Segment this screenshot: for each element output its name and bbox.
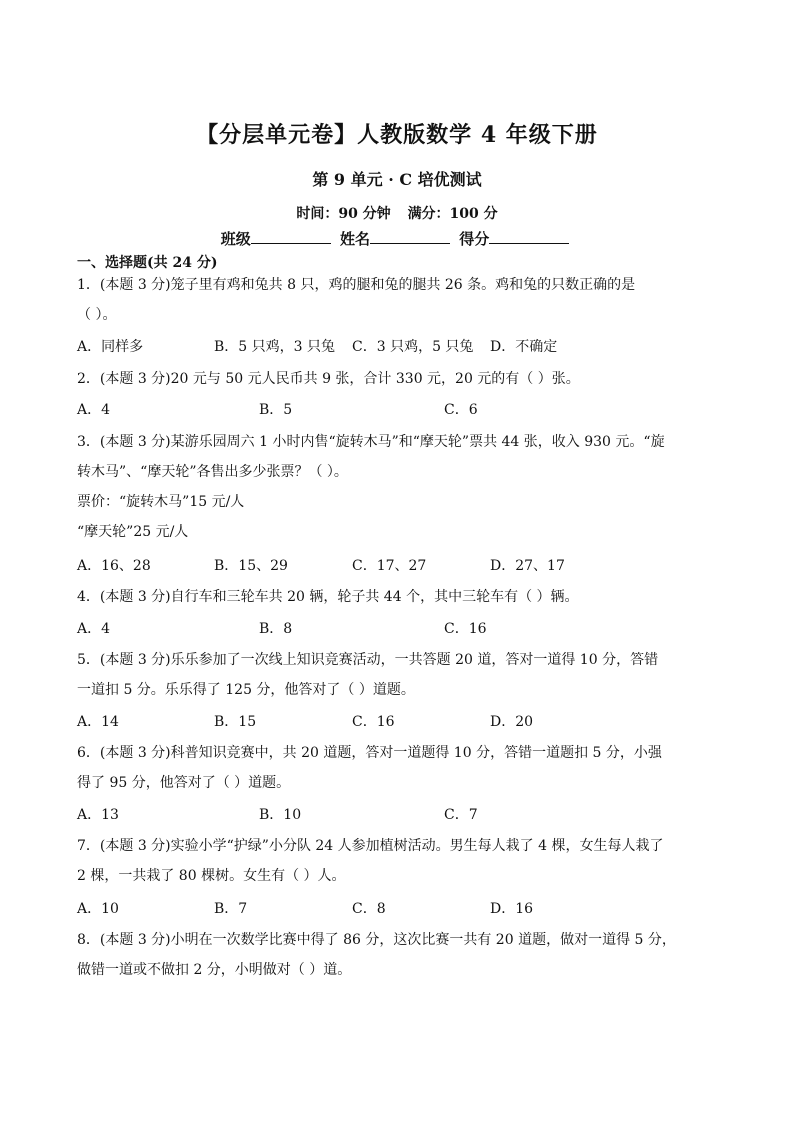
question-7: [77, 831, 722, 891]
score-label: 得分: [459, 230, 490, 248]
question-2: [77, 364, 722, 394]
option-a[interactable]: A．14: [77, 714, 119, 730]
question-line: 得了 95 分，他答对了（ ）道题。: [77, 775, 291, 791]
option-c[interactable]: C．16: [352, 714, 395, 730]
class-blank[interactable]: [251, 229, 331, 244]
option-c[interactable]: C．7: [444, 807, 478, 823]
question-line: 5．(本题 3 分)乐乐参加了一次线上知识竞赛活动，一共答题 20 道，答对一道得 10 分，答错: [77, 652, 659, 668]
student-info-line: [0, 228, 794, 249]
question-5: [77, 645, 722, 705]
class-label: 班级: [220, 230, 251, 248]
option-b[interactable]: B．7: [214, 901, 248, 917]
option-a[interactable]: A．16、28: [77, 558, 151, 574]
option-d[interactable]: D．20: [490, 714, 534, 730]
options-7: [77, 894, 722, 924]
question-line: （ ）。: [77, 307, 117, 323]
option-c[interactable]: C．16: [444, 621, 487, 637]
question-line: 4．(本题 3 分)自行车和三轮车共 20 辆，轮子共 44 个，其中三轮车有（ ）辆。: [77, 589, 579, 605]
options-1: [77, 332, 722, 362]
name-label: 姓名: [339, 230, 370, 248]
question-6: [77, 738, 722, 798]
options-5: [77, 707, 722, 737]
options-3: [77, 551, 722, 581]
time-limit: 时间：90 分钟: [296, 206, 391, 222]
options-6: [77, 800, 722, 830]
options-4: [77, 614, 722, 644]
question-4: [77, 582, 722, 612]
option-c[interactable]: C．8: [352, 901, 386, 917]
question-line: 8．(本题 3 分)小明在一次数学比赛中得了 86 分，这次比赛一共有 20 道题，做对一道得 5 分，: [77, 932, 676, 948]
option-a[interactable]: A．4: [77, 402, 111, 418]
question-line: “摩天轮”25 元/人: [77, 524, 189, 540]
question-line: 3．(本题 3 分)某游乐园周六 1 小时内售“旋转木马”和“摩天轮”票共 44 张，收入 930 元。“旋: [77, 434, 665, 450]
option-c[interactable]: C．6: [444, 402, 478, 418]
exam-meta: [0, 203, 794, 223]
option-a[interactable]: A．4: [77, 621, 111, 637]
option-a[interactable]: A．10: [77, 901, 119, 917]
full-score: 满分：100 分: [407, 206, 498, 222]
name-blank[interactable]: [370, 229, 450, 244]
section-heading: 一、选择题(共 24 分): [77, 255, 218, 271]
question-1: [77, 270, 722, 330]
question-line: 7．(本题 3 分)实验小学“护绿”小分队 24 人参加植树活动。男生每人栽了 4 棵，女生每人栽了: [77, 838, 664, 854]
page-title: 【分层单元卷】人教版数学 4 年级下册: [196, 122, 598, 148]
options-2: [77, 395, 722, 425]
option-b[interactable]: B．10: [259, 807, 302, 823]
question-3: [77, 427, 722, 547]
option-b[interactable]: B．5: [259, 402, 293, 418]
option-c[interactable]: C．3 只鸡，5 只兔: [352, 339, 474, 355]
option-b[interactable]: B．15、29: [214, 558, 288, 574]
option-a[interactable]: A．13: [77, 807, 119, 823]
option-a[interactable]: A．同样多: [77, 339, 144, 355]
option-b[interactable]: B．15: [214, 714, 257, 730]
option-c[interactable]: C．17、27: [352, 558, 427, 574]
question-line: 做错一道或不做扣 2 分，小明做对（ ）道。: [77, 962, 352, 978]
score-blank[interactable]: [489, 229, 569, 244]
question-8: [77, 925, 722, 985]
page-subtitle: 第 9 单元 · C 培优测试: [312, 170, 482, 189]
option-d[interactable]: D．不确定: [490, 339, 558, 355]
question-line: 一道扣 5 分。乐乐得了 125 分，他答对了（ ）道题。: [77, 682, 415, 698]
question-line: 2．(本题 3 分)20 元与 50 元人民币共 9 张，合计 330 元，20 元的有（ ）张。: [77, 371, 580, 387]
option-d[interactable]: D．16: [490, 901, 534, 917]
option-b[interactable]: B．5 只鸡，3 只兔: [214, 339, 336, 355]
question-line: 转木马”、“摩天轮”各售出多少张票？（ ）。: [77, 464, 348, 480]
question-line: 2 棵，一共栽了 80 棵树。女生有（ ）人。: [77, 868, 346, 884]
option-b[interactable]: B．8: [259, 621, 293, 637]
question-line: 1．(本题 3 分)笼子里有鸡和兔共 8 只，鸡的腿和兔的腿共 26 条。鸡和兔的只数正确的是: [77, 277, 636, 293]
question-line: 票价：“旋转木马”15 元/人: [77, 494, 245, 510]
option-d[interactable]: D．27、17: [490, 558, 565, 574]
question-line: 6．(本题 3 分)科普知识竞赛中，共 20 道题，答对一道题得 10 分，答错一道题扣 5 分，小强: [77, 745, 662, 761]
